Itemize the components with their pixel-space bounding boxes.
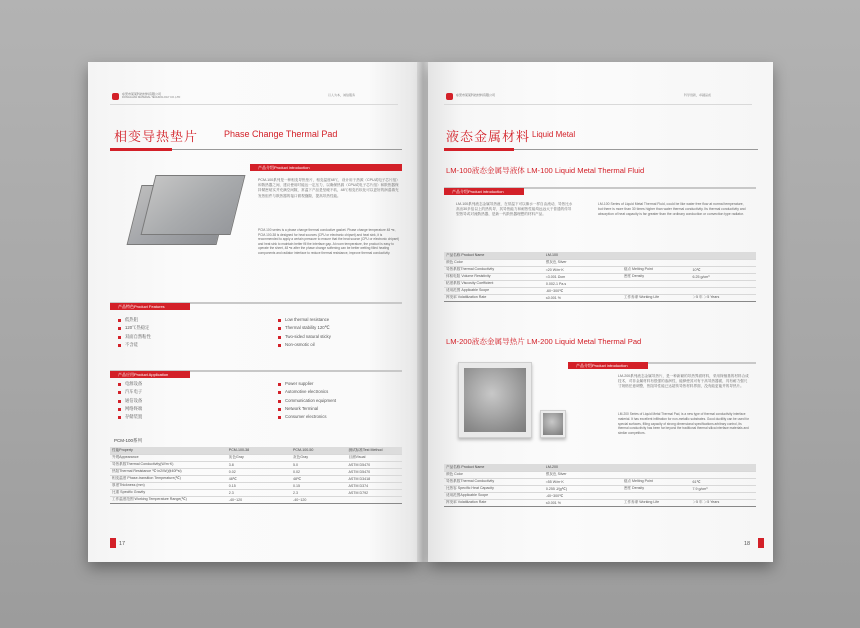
brand-logo-icon [112,93,119,100]
table-cell: LM-100 [544,252,622,259]
table-cell: 颜色 Color [444,259,544,266]
lm100-tag: 产品介绍Product introduction [444,188,524,195]
left-page [88,62,418,562]
table-cell: 0.02 [227,468,291,475]
table-row [444,266,756,273]
list-item: Power supplier [278,380,336,388]
table-cell: ≈3.001 Ωcm [544,273,622,280]
table-cell [690,492,756,499]
table-cell: 适用范围Applicable Scope [444,492,544,499]
lm200-spec-table [444,464,756,507]
table-cell: 银灰色 Silver [544,471,622,478]
table-row [444,485,756,492]
table-cell: ASTM D3418 [347,475,403,482]
list-item: 低热阻 [118,316,151,324]
table-header-row [444,464,756,471]
table-cell: -40~300℃ [544,492,622,499]
table-row [110,468,402,475]
table-cell: 密度 Density [622,485,691,492]
list-item: Two-sided natural sticky [278,333,331,341]
table-cell: -40~120 [227,496,291,503]
table-row [110,489,402,496]
list-item: Non-osmotic oil [278,341,331,349]
right-title-en: Liquid Metal [532,130,576,139]
table-cell: 相变温度 Phase-transition Temperature(℃) [110,475,227,482]
list-item: Communication equipment [278,397,336,405]
table-cell: 灰色Gray [227,454,291,461]
table-cell: 导热系数Thermal Conductivity(W/m·K) [110,461,227,468]
table-cell: ASTM D374 [347,482,403,489]
left-intro-en: PCM-100 series is a phase change thermal conductive gasket. Phase change temperature 48 ℃, PCM-100-38 is designed for heat sources (CPU or electronic chipset) and heat sink, it is recommended to apply a certain pressure to ensure that the heat source (CPU or electronic chipset) and heat sink to maintain better fill the interface gap. At room temperature, the product is easy to operate the sheet, 48 ℃ after the phase change softening can be better wetting filled heating components and radiator interface to reduce thermal resistance, improve thermal conductivity. [258,228,400,255]
table-cell: 挥发率 Volatilization Rate [444,499,544,506]
table-row [444,273,756,280]
table-cell: ≈55 W/m·K [544,478,622,485]
table-cell: 3.8 [227,461,291,468]
table-cell: 熔点 Melting Point [622,266,691,273]
table-cell: 48℃ [227,475,291,482]
right-brand-cn: 东莞市某某科技材料有限公司 [456,93,496,97]
table-row [444,492,756,499]
table-cell: 7.9 g/cm³ [690,485,756,492]
lm200-intro-en: LM-200 Series of Liquid Metal Thermal Pad, is a new type of thermal conductivity interface material. It has excellent infiltration for non-metallic substrates. Good ductility can be used for special surfaces, filling capacity of strong dimensional specifications arbitrary control, its thermal conductivity has been far beyond the traditional thermal silica interface materials and similar competitors. [618,412,750,436]
lm100-intro-cn: LM-100系列液态金属导热液，在常温下可以像水一样自由流动，导热比水高出30多倍以上的热传导，其导热能力和耐热性能均远远大于普通的传导型热导或对流散热器，是新一代散热器理想的材料产品。 [456,202,573,217]
table-cell: 0.15 [291,482,346,489]
header-divider [444,104,752,105]
table-cell [622,464,691,471]
table-cell: 2.3 [227,489,291,496]
lm200-intro-cn: LM-200系列液态金属导热片，是一种新颖的导热界面材料，采用镓铟基的材料合成技术，对非金属材料有很强的渗润性，能够使其可有于高导热器面，具有耐力强尺寸规格任意调整，热阻导性能已达超传导热材料界面，没有能更能并的导热片。 [618,374,749,389]
table-cell: 工作寿命 Working Life [622,294,691,301]
table-header-row [110,447,402,454]
table-cell: 粘度系数 Viscosity Coefficient [444,280,544,287]
list-item: 网络终端 [118,405,142,413]
table-cell: ASTM D5470 [347,468,403,475]
table-cell: ≈20 W/m·K [544,266,622,273]
table-row [110,475,402,482]
table-cell: 5.0 [291,461,346,468]
table-row [110,482,402,489]
lm200-tag: 产品介绍Product introduction [568,362,648,369]
table-cell [690,259,756,266]
table-cell: 挥发率 Volatilization Rate [444,294,544,301]
table-cell [690,287,756,294]
list-item: Consumer electronics [278,413,336,421]
left-title-cn: 相变导热垫片 [114,129,199,144]
left-brand-cn: 东莞市某某科技材料有限公司 [122,92,162,96]
table-row [444,259,756,266]
right-header-slogan: 科学创新，卓越品质 [684,93,712,97]
table-cell: 0.002-1 Pa.s [544,280,622,287]
table-cell: 导热系数Thermal Conductivity [444,478,544,485]
lm100-spec-table [444,252,756,302]
title-rule [514,149,758,150]
table-header-cell: 性能Property [110,447,227,454]
table-cell [622,280,691,287]
table-cell [690,280,756,287]
table-cell: ASTM D5470 [347,461,403,468]
table-cell [690,464,756,471]
table-cell [690,252,756,259]
table-row [110,461,402,468]
list-item: 存储装置 [118,413,142,421]
table-cell: 61℃ [690,478,756,485]
table-cell: 0.15 [227,482,291,489]
list-item: Network Terminal [278,405,336,413]
table-cell: 熔点 Melting Point [622,478,691,485]
right-page-number: 18 [744,541,751,547]
liquid-metal-pad-image [458,362,568,452]
table-cell: 颜色 Color [444,471,544,478]
table-cell: 10℃ [690,266,756,273]
brand-logo-icon [446,93,453,100]
table-header-cell: 测试标准Test Method [347,447,403,454]
lm100-title: LM-100液态金属导液体 LM-100 Liquid Metal Thermal Fluid [446,166,645,175]
table-row [444,499,756,506]
table-cell: 体积电阻 Volume Resistivity [444,273,544,280]
application-list-cn [118,380,142,421]
lm200-title: LM-200液态金属导热片 LM-200 Liquid Metal Thermal Pad [446,337,642,346]
table-cell: 0.255 J/(g℃) [544,485,622,492]
table-cell: 银灰色 Silver [544,259,622,266]
table-cell: 2.3 [291,489,346,496]
table-row [444,294,756,301]
table-row [110,454,402,461]
table-row [444,287,756,294]
table-cell: 厚度Thickness (mm) [110,482,227,489]
left-page-number: 17 [119,541,126,547]
left-brand-en: DONGGUAN MATERIAL TECHNOLOGY CO.,LTD [122,96,181,99]
table-cell [622,252,691,259]
right-page [428,62,773,562]
title-rule [172,149,402,150]
table-cell [622,287,691,294]
table-header-row [444,252,756,259]
left-intro-tag: 产品介绍Product introduction [250,164,402,171]
header-divider [110,104,398,105]
pcm-table-title: PCM-100系列 [114,438,143,443]
table-row [444,471,756,478]
application-tag: 产品应用Product Application [110,371,190,378]
lm100-intro-en: LM-100 Series of Liquid Metal Thermal Fluid, could be like water free flow at normal temperature, but there is more than 30 times higher than water thermal conductivity. Its thermal conductivity and absorption of heat capacity is far greater than the ordinary conduction or convection type radiator. [598,202,746,216]
table-cell: 产品名称 Product Name [444,464,544,471]
title-underline [110,148,172,151]
left-intro-cn: PCM-100系列是一种相变导热垫片，相变温度48℃，设计用于热源（CPU或电子芯片组）和散热器之间，建议使用时能达一定压力，以确保热源（CPU或电子芯片组）和散热器保持紧密贴实并充满空间隙，常温下产品是坚硬不软，48℃相变后软化可以更好的润湿填充发热组件与散热器的接口微观缝隙，提高导热性能。 [258,178,400,198]
table-cell: LM-200 [544,464,622,471]
table-cell: 灰色Gray [291,454,346,461]
table-cell: ＞5 年 ＞5 Years [690,499,756,506]
table-cell: 6.25 g/cm³ [690,273,756,280]
table-cell [622,492,691,499]
features-list-cn [118,316,151,349]
table-header-cell: PCM-100-38 [227,447,291,454]
list-item: Thermal stability 120℃ [278,324,331,332]
table-cell: ASTM D792 [347,489,403,496]
left-title-en: Phase Change Thermal Pad [224,129,338,139]
table-cell: 目测Visual [347,454,403,461]
table-cell: -40~120 [291,496,346,503]
table-row [444,280,756,287]
phase-change-pad-image [116,167,244,255]
list-item: 不含硅 [118,341,151,349]
page-marker [758,538,764,548]
list-item: Automotive electronics [278,388,336,396]
table-row [110,496,402,503]
page-marker [110,538,116,548]
table-cell: 产品名称 Product Name [444,252,544,259]
list-item: Low thermal resistance [278,316,331,324]
features-tag: 产品特色Product Features [110,303,190,310]
table-cell: 适用范围 Applicable Scope [444,287,544,294]
title-underline [444,148,514,151]
table-cell: 48℃ [291,475,346,482]
list-item: 120℃热稳定 [118,324,151,332]
table-cell: 工作温度范围 Working Temperature Range(℃) [110,496,227,503]
table-cell: 工作寿命 Working Life [622,499,691,506]
table-cell: 密度 Density [622,273,691,280]
table-cell [622,259,691,266]
table-cell: 0.02 [291,468,346,475]
left-header-slogan: 以人为本，诚信服务 [328,93,356,97]
table-cell: 导热系数Thermal Conductivity [444,266,544,273]
list-item: 通信设备 [118,397,142,405]
list-item: 汽车电子 [118,388,142,396]
features-list-en [278,316,331,349]
table-cell: ＞5 年 ＞5 Years [690,294,756,301]
table-row [444,478,756,485]
table-cell: ≤0.001 % [544,499,622,506]
table-cell [622,471,691,478]
table-cell: 比重 Specific Gravity [110,489,227,496]
table-cell: -60~300℃ [544,287,622,294]
table-cell: 外观Appearance [110,454,227,461]
table-cell: ≤0.001 % [544,294,622,301]
table-cell: 比热容 Specific Heat Capacity [444,485,544,492]
table-cell: 热阻Thermal Resistance ℃·in2/W(@40Psi) [110,468,227,475]
table-cell [347,496,403,503]
application-list-en [278,380,336,421]
right-title-cn: 液态金属材料 [446,129,531,144]
list-item: 双面自然粘性 [118,333,151,341]
table-header-cell: PCM-100-50 [291,447,346,454]
table-cell [690,471,756,478]
list-item: 电源设备 [118,380,142,388]
pcm-spec-table [110,447,402,504]
